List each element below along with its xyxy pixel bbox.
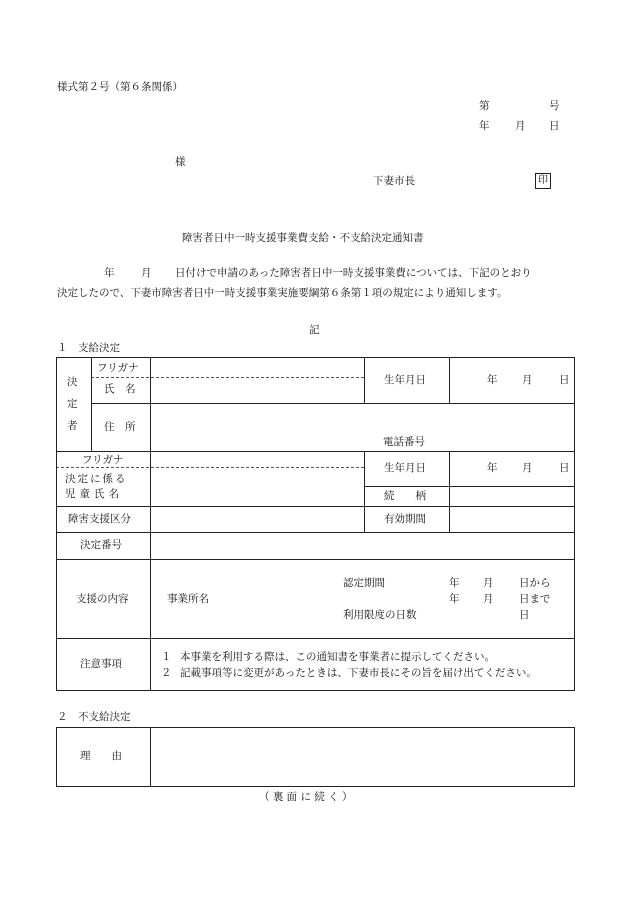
note2-text: 記載事項等に変更があったときは、下妻市長にその旨を届け出てください。 bbox=[180, 667, 537, 679]
note1-text: 本事業を利用する際は、この通知書を事業者に提示してください。 bbox=[180, 651, 495, 663]
address-label: 住 所 bbox=[104, 421, 136, 433]
child-birthdate-label: 生年月日 bbox=[384, 462, 426, 474]
birth-day: 日 bbox=[559, 374, 570, 386]
usage-limit-days: 日 bbox=[519, 609, 530, 621]
reason-label: 理 由 bbox=[80, 750, 122, 762]
phone-label: 電話番号 bbox=[383, 436, 425, 448]
intro-year: 年 bbox=[104, 267, 115, 279]
usage-limit-label: 利用限度の日数 bbox=[343, 609, 417, 621]
child-birth-year: 年 bbox=[487, 462, 498, 474]
cert-to-year: 年 bbox=[449, 593, 460, 605]
decider-label-3: 者 bbox=[67, 420, 78, 432]
date-day: 日 bbox=[549, 120, 560, 132]
intro-line1: 日付けで申請のあった障害者日中一時支援事業費については、下記のとおり bbox=[175, 267, 532, 279]
furigana-label: フリガナ bbox=[97, 362, 139, 374]
intro-line2: 決定したので、下妻市障害者日中一時支援事業実施要綱第６条第１項の規定により通知します。 bbox=[57, 287, 508, 299]
addressee-sama: 様 bbox=[175, 156, 186, 168]
number-dai: 第 bbox=[479, 100, 490, 112]
cert-from-year: 年 bbox=[449, 577, 460, 589]
document-title: 障害者日中一時支援事業費支給・不支給決定通知書 bbox=[182, 232, 424, 244]
office-name-label: 事業所名 bbox=[167, 593, 209, 605]
form-id: 様式第２号（第６条関係） bbox=[57, 81, 183, 93]
name-label: 氏 名 bbox=[104, 383, 136, 395]
cert-from-month: 月 bbox=[483, 577, 494, 589]
number-go: 号 bbox=[549, 100, 560, 112]
decider-label-1: 決 bbox=[67, 376, 78, 388]
valid-period-label: 有効期間 bbox=[384, 513, 426, 525]
continued-note: （ 裏 面 に 続 く ） bbox=[259, 791, 353, 803]
cert-to-month: 月 bbox=[483, 593, 494, 605]
child-label-2: 児童氏名 bbox=[65, 488, 123, 500]
issuer: 下妻市長 bbox=[373, 175, 415, 187]
cert-period-label: 認定期間 bbox=[343, 577, 385, 589]
child-birth-month: 月 bbox=[522, 462, 533, 474]
child-furigana-label: フリガナ bbox=[82, 454, 124, 466]
relationship-label: 続 柄 bbox=[384, 490, 426, 502]
support-class-label: 障害支援区分 bbox=[68, 513, 131, 525]
decider-label-2: 定 bbox=[67, 398, 78, 410]
section2-heading: ２ 不支給決定 bbox=[57, 711, 131, 723]
decision-no-label: 決定番号 bbox=[80, 539, 122, 551]
notes-label: 注意事項 bbox=[80, 658, 122, 670]
intro-month: 月 bbox=[141, 267, 152, 279]
birth-year: 年 bbox=[487, 374, 498, 386]
note1-num: １ bbox=[161, 651, 172, 663]
date-year: 年 bbox=[479, 120, 490, 132]
child-birth-day: 日 bbox=[559, 462, 570, 474]
cert-from-day: 日から bbox=[519, 577, 551, 589]
section1-heading: １ 支給決定 bbox=[57, 342, 120, 354]
birth-month: 月 bbox=[522, 374, 533, 386]
ki-label: 記 bbox=[309, 324, 320, 336]
cert-to-day: 日まで bbox=[519, 593, 551, 605]
child-label-1: 決定に係る bbox=[65, 473, 128, 485]
support-content-label: 支援の内容 bbox=[76, 593, 129, 605]
birthdate-label: 生年月日 bbox=[384, 374, 426, 386]
note2-num: ２ bbox=[161, 667, 172, 679]
seal-mark: 印 bbox=[535, 173, 551, 189]
date-month: 月 bbox=[515, 120, 526, 132]
